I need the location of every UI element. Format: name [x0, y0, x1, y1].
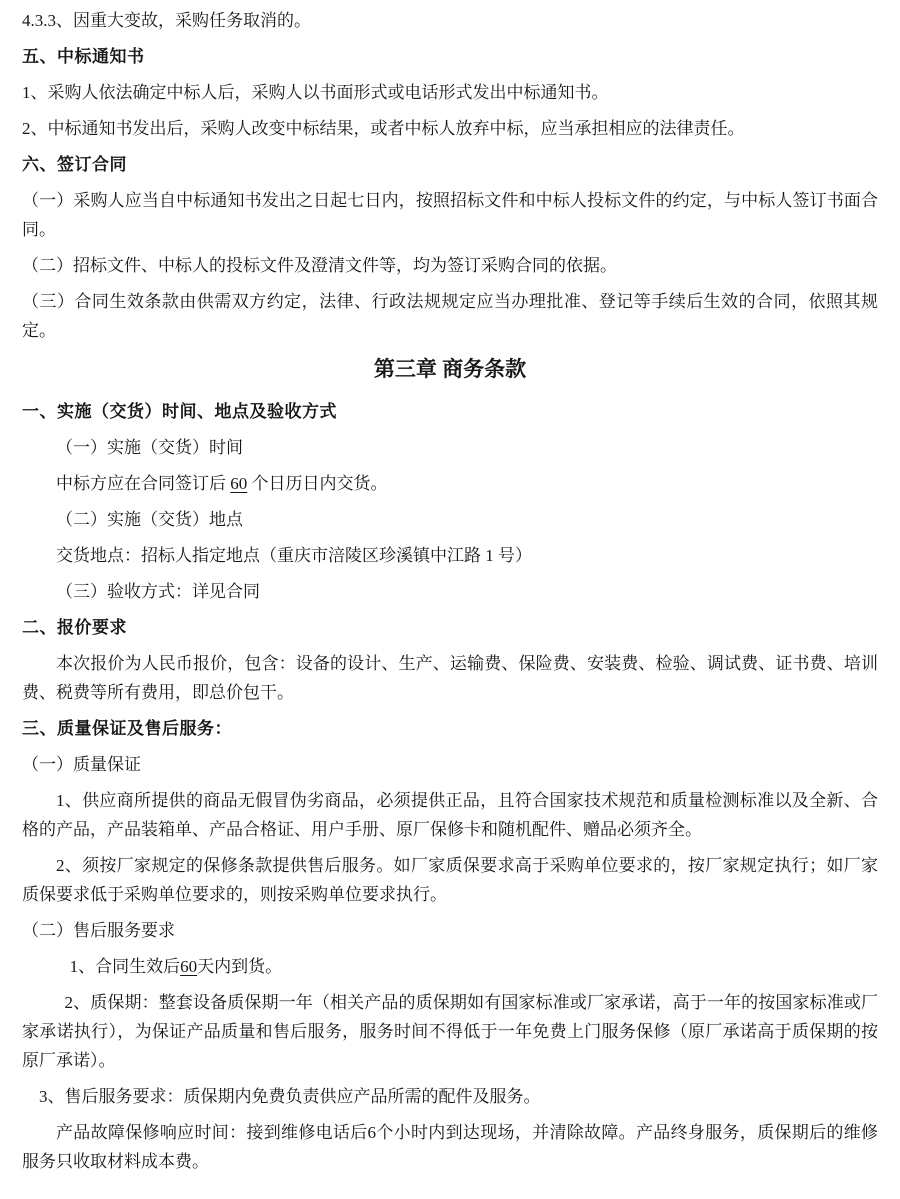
paragraph [22, 649, 878, 707]
text-run: 三、质量保证及售后服务： [22, 719, 232, 738]
text-run: （一）实施（交货）时间 [56, 438, 243, 457]
text-run: 2、中标通知书发出后，采购人改变中标结果，或者中标人放弃中标，应当承担相应的法律责任。 [22, 119, 745, 138]
paragraph [22, 851, 878, 909]
text-run: 交货地点：招标人指定地点（重庆市涪陵区珍溪镇中江路 1 号） [56, 546, 532, 565]
section-heading [22, 714, 878, 743]
paragraph [22, 786, 878, 844]
paragraph [22, 505, 878, 534]
text-run: （二）售后服务要求 [22, 921, 175, 940]
text-run: 六、签订合同 [22, 155, 127, 174]
text-run: 3、售后服务要求：质保期内免费负责供应产品所需的配件及服务。 [39, 1087, 541, 1106]
section-heading [22, 150, 878, 179]
section-heading [22, 397, 878, 426]
text-run: 1、合同生效后 [69, 957, 181, 976]
text-run: （一）质量保证 [22, 755, 141, 774]
paragraph [22, 988, 878, 1075]
paragraph [22, 469, 878, 498]
paragraph [22, 433, 878, 462]
underlined-value: 60 [230, 474, 248, 493]
text-run: 第三章 商务条款 [373, 357, 527, 381]
paragraph [22, 114, 878, 143]
text-run: 个日历日内交货。 [247, 474, 388, 493]
paragraph [22, 952, 878, 981]
underlined-value: 60 [180, 957, 198, 976]
section-heading [22, 42, 878, 71]
text-run: （三）验收方式：详见合同 [56, 582, 260, 601]
text-run: 1、供应商所提供的商品无假冒伪劣商品，必须提供正品，且符合国家技术规范和质量检测标准以及全新、合格的产品，产品装箱单、产品合格证、用户手册、原厂保修卡和随机配件、赠品必须齐全。 [22, 791, 878, 839]
text-run: 4.3.3、因重大变故，采购任务取消的。 [22, 11, 311, 30]
text-run: 二、报价要求 [22, 618, 127, 637]
paragraph [22, 577, 878, 606]
text-run: （一）采购人应当自中标通知书发出之日起七日内，按照招标文件和中标人投标文件的约定，与中标人签订书面合同。 [22, 191, 878, 239]
text-run: 2、须按厂家规定的保修条款提供售后服务。如厂家质保要求高于采购单位要求的，按厂家规定执行；如厂家质保要求低于采购单位要求的，则按采购单位要求执行。 [22, 856, 878, 904]
text-run: （二）实施（交货）地点 [56, 510, 243, 529]
text-run: （三）合同生效条款由供需双方约定，法律、行政法规规定应当办理批准、登记等手续后生效的合同，依照其规定。 [22, 292, 878, 340]
paragraph [22, 251, 878, 280]
paragraph [22, 541, 878, 570]
text-run: （二）招标文件、中标人的投标文件及澄清文件等，均为签订采购合同的依据。 [22, 256, 617, 275]
paragraph [22, 78, 878, 107]
paragraph [22, 750, 878, 779]
paragraph [22, 186, 878, 244]
text-run: 本次报价为人民币报价，包含：设备的设计、生产、运输费、保险费、安装费、检验、调试费、证书费、培训费、税费等所有费用，即总价包干。 [22, 654, 878, 702]
paragraph [22, 916, 878, 945]
paragraph [22, 6, 878, 35]
text-run: 五、中标通知书 [22, 47, 145, 66]
text-run: 天内到货。 [197, 957, 283, 976]
paragraph [22, 287, 878, 345]
text-run: 产品故障保修响应时间：接到维修电话后6个小时内到达现场，并清除故障。产品终身服务，质保期后的维修服务只收取材料成本费。 [22, 1123, 878, 1171]
text-run: 2、质保期：整套设备质保期一年（相关产品的质保期如有国家标准或厂家承诺，高于一年的按国家标准或厂家承诺执行），为保证产品质量和售后服务，服务时间不得低于一年免费上门服务保修（原厂承诺高于质保期的按原厂承诺）。 [22, 993, 878, 1070]
section-heading [22, 613, 878, 642]
paragraph [22, 1082, 878, 1111]
text-run: 1、采购人依法确定中标人后，采购人以书面形式或电话形式发出中标通知书。 [22, 83, 609, 102]
text-run: 一、实施（交货）时间、地点及验收方式 [22, 402, 337, 421]
chapter-title [22, 354, 878, 384]
text-run: 中标方应在合同签订后 [56, 474, 231, 493]
paragraph [22, 1118, 878, 1176]
